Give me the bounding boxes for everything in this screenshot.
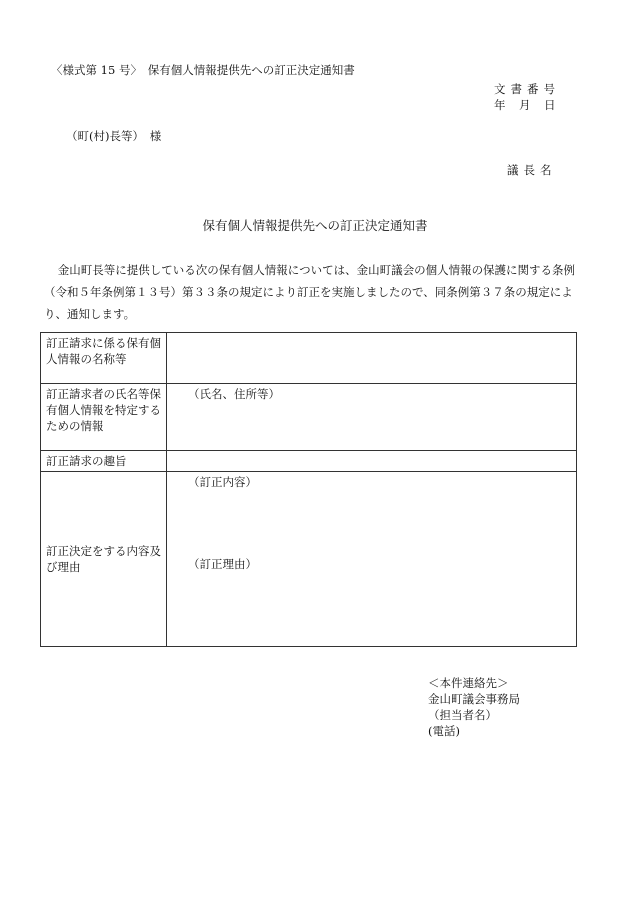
contact-heading: ＜本件連絡先＞ [428,676,509,690]
document-date: 年 月 日 [494,98,557,112]
table-row [41,472,577,647]
body-text: 金山町長等に提供している次の保有個人情報については、金山町議会の個人情報の保護に関する条例（令和５年条例第１３号）第３３条の規定により訂正を実施しましたので、同条例第３７条の規定により、通知します。 [44,263,576,321]
document-title: 保有個人情報提供先への訂正決定通知書 [202,218,428,233]
row-label-info-name: 訂正請求に係る保有個人情報の名称等 [41,333,167,384]
row-label-purpose: 訂正請求の趣旨 [41,451,167,472]
form-number: 〈様式第 15 号〉 保有個人情報提供先への訂正決定通知書 [51,63,355,77]
row-value-info-name [167,333,577,384]
sender-name: 議長名 [507,163,557,177]
addressee: （町(村)長等） 様 [66,129,162,143]
table-row [41,333,577,384]
notice-table [40,332,577,647]
row-value-decision [167,472,577,647]
body-paragraph [44,259,584,325]
requester-note: （氏名、住所等） [188,387,280,401]
table-row [41,384,577,451]
table-row [41,451,577,472]
contact-office: 金山町議会事務局 [428,692,520,706]
contact-phone: (電話) [428,724,460,738]
document-number: 文書番号 [494,82,560,96]
correction-reason-note: （訂正理由） [188,557,257,571]
row-label-requester: 訂正請求者の氏名等保有個人情報を特定するための情報 [41,384,167,451]
contact-block [428,675,520,739]
row-label-decision: 訂正決定をする内容及び理由 [41,472,167,647]
correction-content-note: （訂正内容） [188,475,257,489]
row-value-purpose [167,451,577,472]
contact-person: （担当者名） [428,708,497,722]
row-value-requester [167,384,577,451]
